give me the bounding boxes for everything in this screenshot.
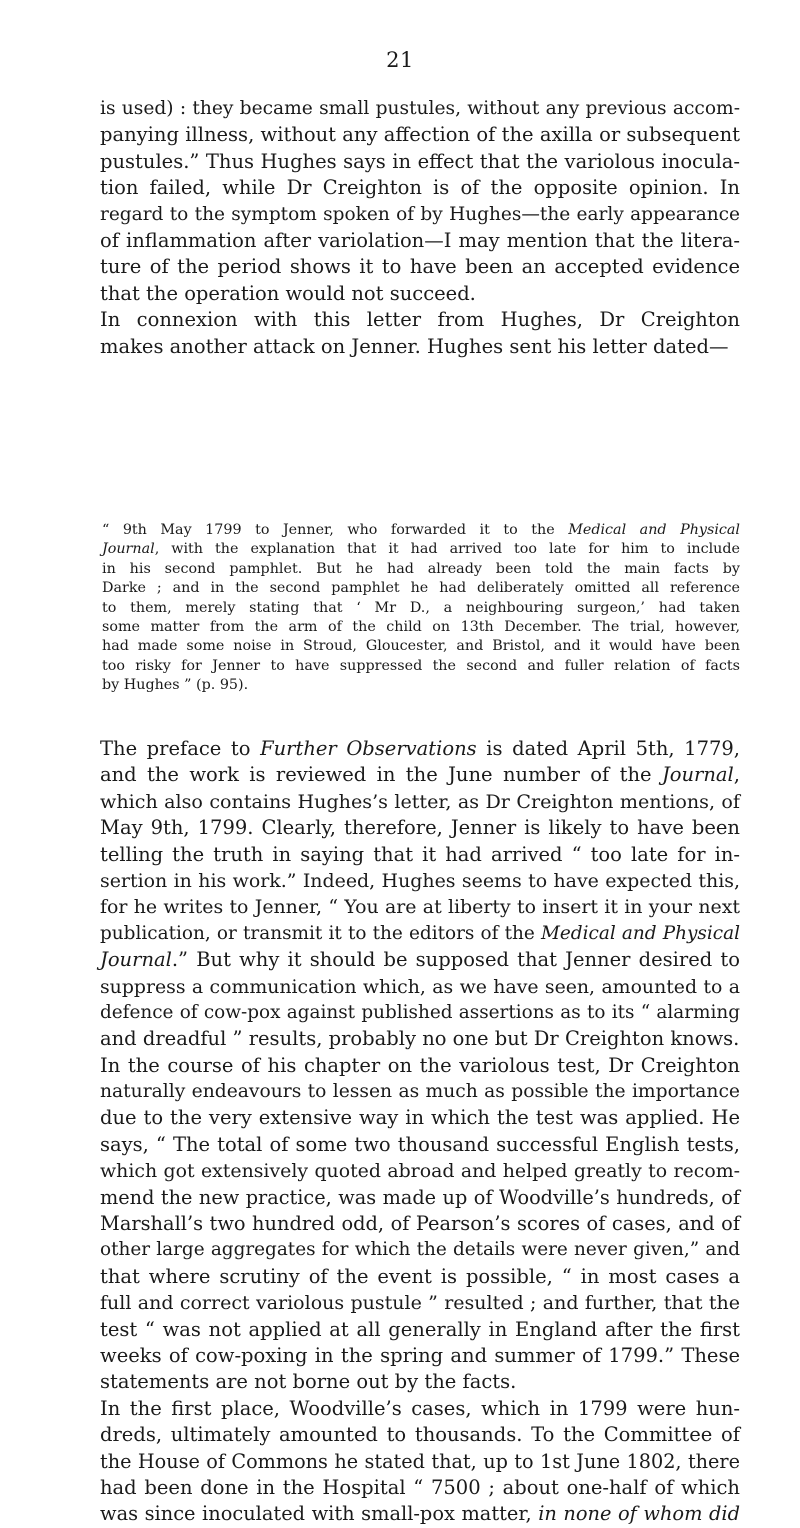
text-line: In connexion with this letter from Hughes, Dr Creighton xyxy=(100,308,740,332)
text-line: suppress a communication which, as we have seen, amounted to a xyxy=(100,975,740,998)
text-line: pustules.” Thus Hughes says in effect that the variolous inocula- xyxy=(100,149,740,173)
text-line: that the operation would not succeed. xyxy=(100,281,476,305)
text-line: the House of Commons he stated that, up to 1st June 1802, there xyxy=(100,1449,740,1473)
text-line: statements are not borne out by the facts. xyxy=(100,1370,517,1394)
text-line: and dreadful ” results, probably no one but Dr Creighton knows. xyxy=(100,1027,740,1051)
text-line: due to the very extensive way in which the test was applied. He xyxy=(100,1106,740,1130)
text-line: Marshall’s two hundred odd, of Pearson’s scores of cases, and of xyxy=(100,1212,740,1236)
text-line: sertion in his work.” Indeed, Hughes seems to have expected this, xyxy=(100,869,740,892)
text-line: makes another attack on Jenner. Hughes sent his letter dated— xyxy=(100,334,729,358)
text-line: telling the truth in saying that it had arrived “ too late for in- xyxy=(100,842,740,866)
quote-line: “ 9th May 1799 to Jenner, who forwarded it to the Medical and Physical xyxy=(102,522,740,538)
quote-line: had made some noise in Stroud, Gloucester, and Bristol, and it would have been xyxy=(102,638,740,655)
text-line: May 9th, 1799. Clearly, therefore, Jenner is likely to have been xyxy=(100,816,740,840)
text-line: was since inoculated with small-pox matter, in none of whom did xyxy=(100,1502,740,1526)
text-line: In the first place, Woodville’s cases, which in 1799 were hun- xyxy=(100,1396,740,1420)
paragraph-block-1 xyxy=(100,96,740,360)
text-line: that where scrutiny of the event is possible, “ in most cases a xyxy=(100,1264,740,1288)
quote-line: Journal, with the explanation that it had arrived too late for him to include xyxy=(102,541,740,558)
text-line: In the course of his chapter on the variolous test, Dr Creighton xyxy=(100,1053,740,1077)
quote-line: some matter from the arm of the child on 13th December. The trial, however, xyxy=(102,618,740,635)
paragraph-block-2 xyxy=(100,736,740,1528)
text-line: for he writes to Jenner, “ You are at liberty to insert it in your next xyxy=(100,896,740,919)
text-line: which got extensively quoted abroad and helped greatly to recom- xyxy=(100,1160,740,1183)
quote-line: in his second pamphlet. But he had already been told the main facts by xyxy=(102,560,740,577)
text-line: test “ was not applied at all generally in England after the first xyxy=(100,1317,740,1341)
quote-line: too risky for Jenner to have suppressed the second and fuller relation of facts xyxy=(102,657,740,674)
text-line: full and correct variolous pustule ” resulted ; and further, that the xyxy=(100,1292,740,1315)
quote-line: Darke ; and in the second pamphlet he had deliberately omitted all reference xyxy=(102,580,740,597)
text-line: other large aggregates for which the details were never given,” and xyxy=(100,1239,740,1261)
text-line: regard to the symptom spoken of by Hughes—the early appearance xyxy=(100,203,740,225)
page-number: 21 xyxy=(386,48,414,72)
text-line: tion failed, while Dr Creighton is of the opposite opinion. In xyxy=(100,176,740,200)
quote-line: to them, merely stating that ‘ Mr D., a neighbouring surgeon,’ had taken xyxy=(102,599,740,616)
text-line: dreds, ultimately amounted to thousands. To the Committee of xyxy=(100,1423,740,1447)
text-line: panying illness, without any affection of the axilla or subsequent xyxy=(100,123,740,147)
quote-line: by Hughes ” (p. 95). xyxy=(102,677,249,694)
text-line: which also contains Hughes’s letter, as Dr Creighton mentions, of xyxy=(100,789,740,813)
text-line: Journal.” But why it should be supposed that Jenner desired to xyxy=(100,948,740,972)
text-line: weeks of cow-poxing in the spring and summer of 1799.” These xyxy=(100,1343,740,1367)
text-line: mend the new practice, was made up of Woodville’s hundreds, of xyxy=(100,1185,740,1209)
text-line: had been done in the Hospital “ 7500 ; about one-half of which xyxy=(100,1475,740,1499)
text-line: says, “ The total of some two thousand successful English tests, xyxy=(100,1132,740,1156)
text-line: The preface to Further Observations is dated April 5th, 1779, xyxy=(100,737,740,760)
text-line: publication, or transmit it to the editors of the Medical and Physical xyxy=(100,922,740,944)
text-line: naturally endeavours to lessen as much as possible the importance xyxy=(100,1081,740,1103)
text-line: ture of the period shows it to have been an accepted evidence xyxy=(100,255,740,279)
text-line: of inflammation after variolation—I may mention that the litera- xyxy=(100,228,740,252)
text-line: and the work is reviewed in the June number of the Journal, xyxy=(100,763,740,787)
text-line: defence of cow-pox against published assertions as to its “ alarming xyxy=(100,1001,740,1023)
block-quote xyxy=(102,521,740,696)
text-line: is used) : they became small pustules, without any previous accom- xyxy=(100,98,740,119)
